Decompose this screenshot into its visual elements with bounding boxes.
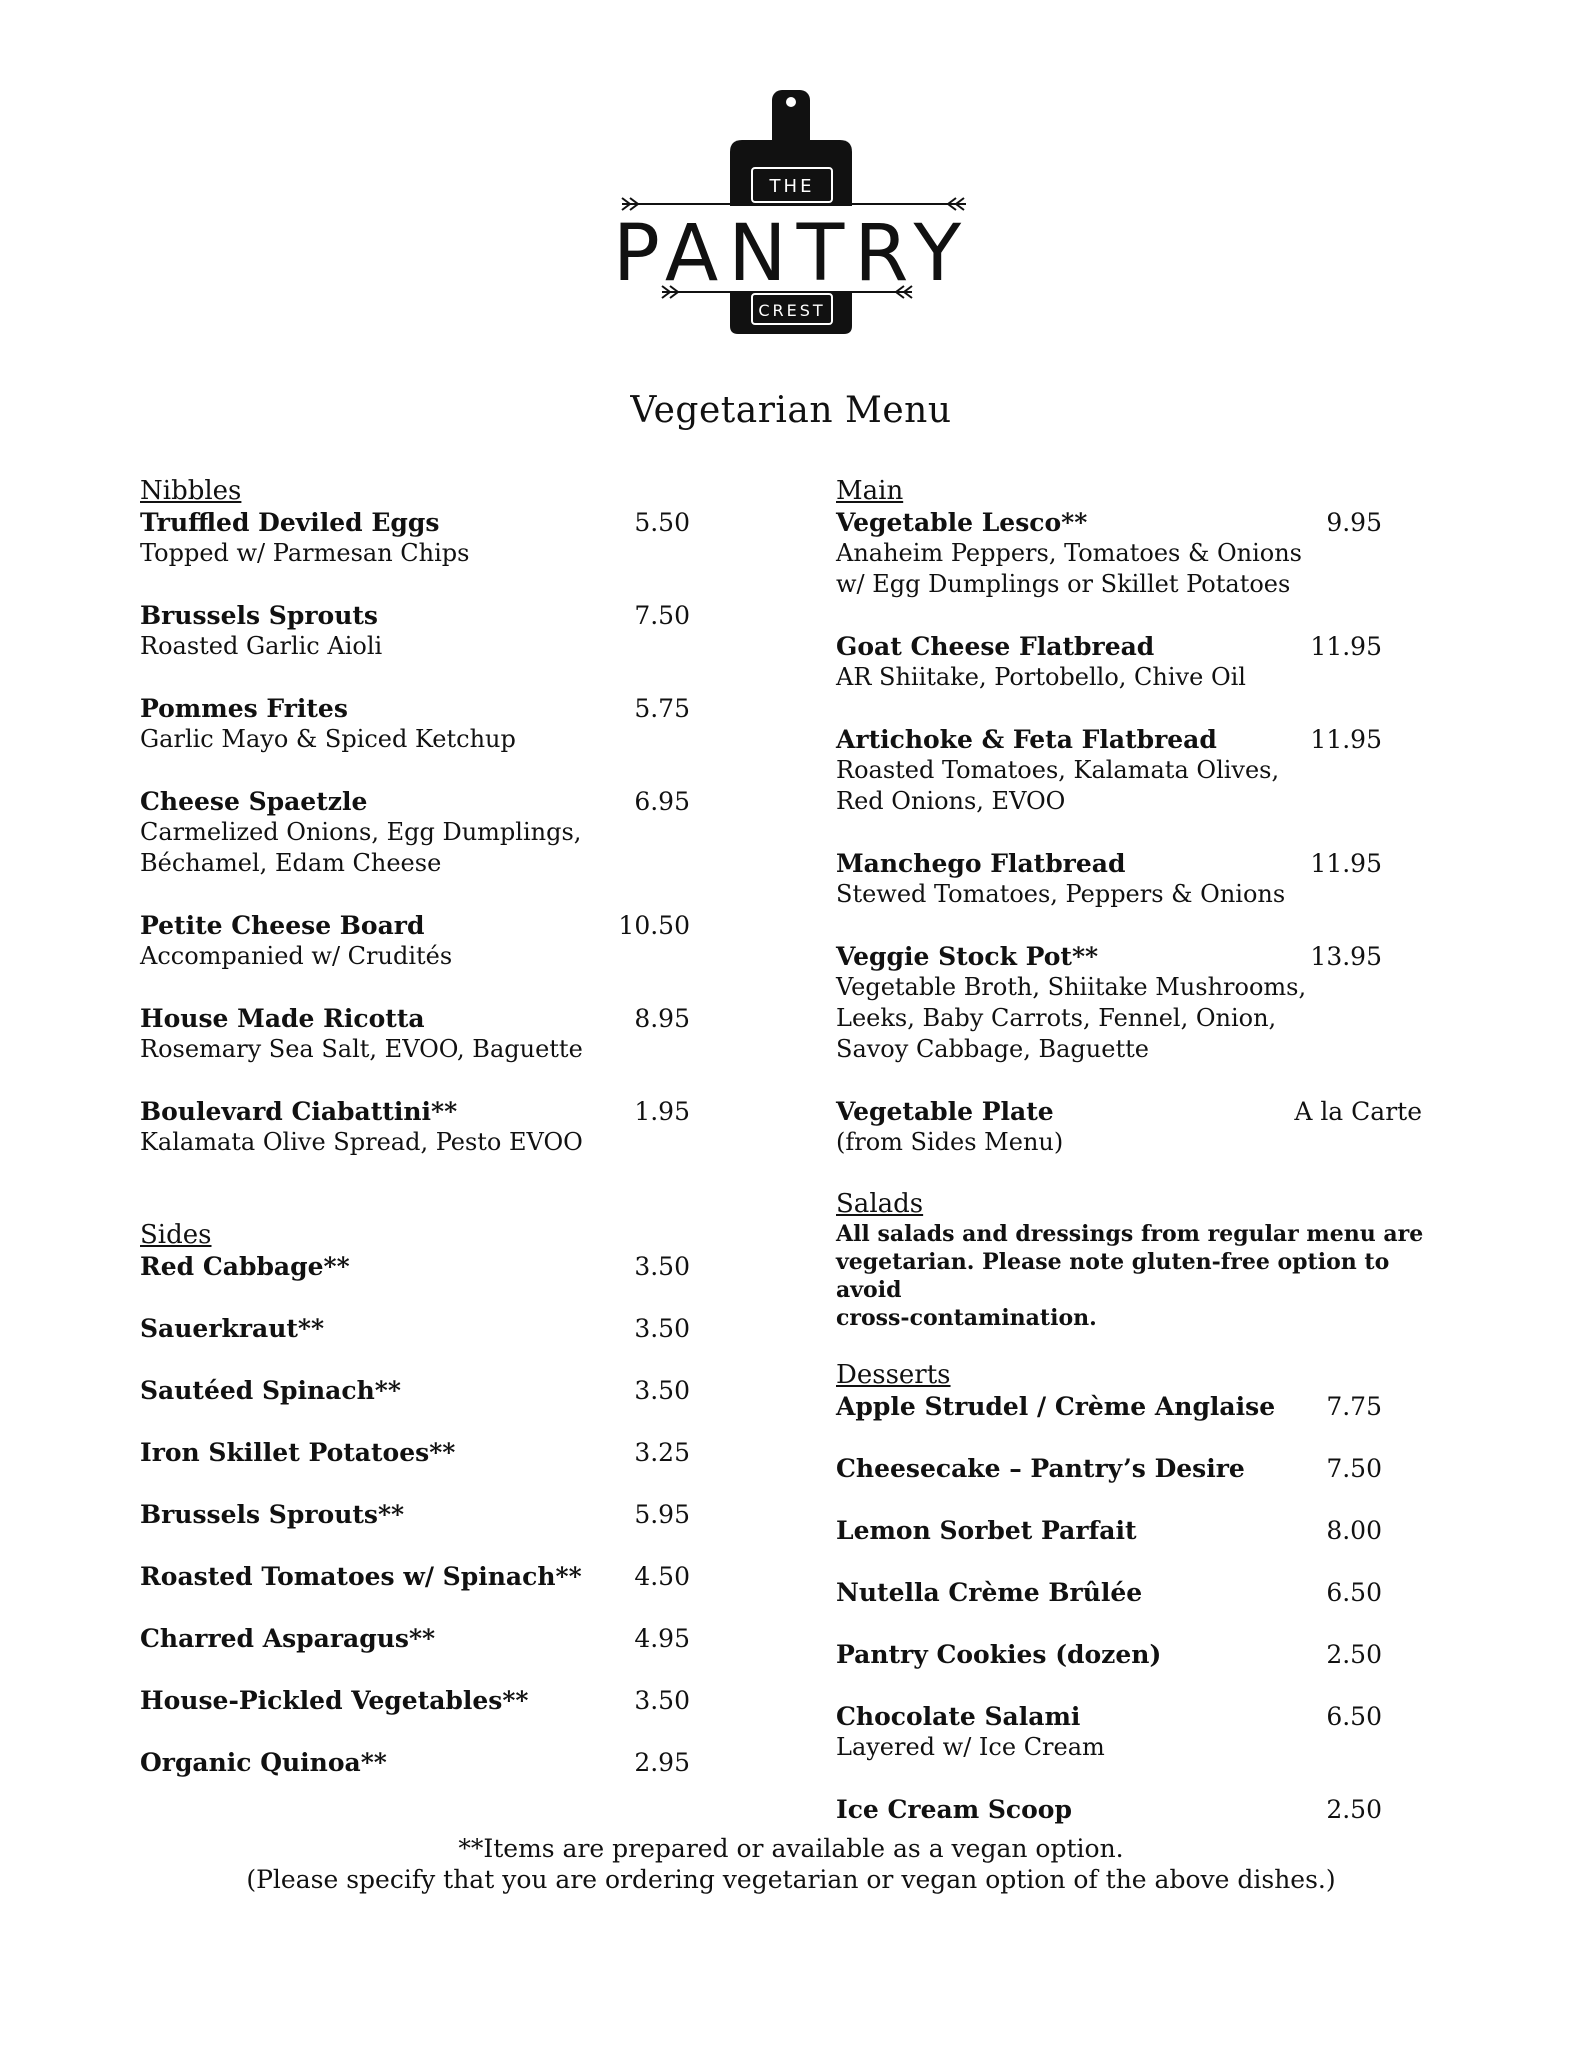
- menu-item: [836, 1639, 1446, 1670]
- menu-item-name: Veggie Stock Pot**: [836, 942, 1099, 971]
- menu-item-name: Apple Strudel / Crème Anglaise: [836, 1392, 1276, 1421]
- menu-item-name: Manchego Flatbread: [836, 849, 1126, 878]
- menu-item-name: Organic Quinoa**: [140, 1748, 387, 1777]
- menu-item-price: 7.75: [1326, 1392, 1382, 1421]
- menu-item-row: [140, 910, 700, 941]
- main-list: [836, 507, 1446, 1158]
- menu-item-name: Sauerkraut**: [140, 1314, 325, 1343]
- nibbles-heading: Nibbles: [140, 476, 242, 506]
- menu-item-price: 9.95: [1326, 508, 1382, 537]
- menu-item-price: 3.50: [634, 1376, 690, 1405]
- menu-item-row: [836, 724, 1446, 755]
- menu-item: [140, 1251, 700, 1282]
- menu-item-row: [836, 631, 1446, 662]
- menu-item-name: Lemon Sorbet Parfait: [836, 1516, 1137, 1545]
- menu-item-name: Boulevard Ciabattini**: [140, 1097, 458, 1126]
- menu-item: [140, 1747, 700, 1778]
- menu-item-price: 3.50: [634, 1252, 690, 1281]
- logo: [562, 88, 1022, 338]
- menu-item: [836, 1794, 1446, 1825]
- menu-item-name: Vegetable Lesco**: [836, 508, 1088, 537]
- menu-item-name: Brussels Sprouts: [140, 601, 378, 630]
- menu-item: [836, 848, 1446, 910]
- menu-item-row: [140, 786, 700, 817]
- menu-item-row: [836, 848, 1446, 879]
- menu-item-row: [140, 1375, 700, 1406]
- menu-item-price: 2.95: [634, 1748, 690, 1777]
- menu-item-row: [140, 1685, 700, 1716]
- menu-item-price: 6.50: [1326, 1578, 1382, 1607]
- menu-item-row: [140, 1623, 700, 1654]
- logo-top-word: THE: [769, 176, 815, 197]
- menu-item: [140, 910, 700, 972]
- menu-item-price: 10.50: [618, 911, 690, 940]
- menu-item-description: Béchamel, Edam Cheese: [140, 849, 442, 877]
- menu-item-row: [140, 693, 700, 724]
- salads-heading: Salads: [836, 1189, 924, 1219]
- menu-item-price: 4.50: [634, 1562, 690, 1591]
- menu-item-name: Goat Cheese Flatbread: [836, 632, 1155, 661]
- menu-item-price: 8.00: [1326, 1516, 1382, 1545]
- menu-item-description: Roasted Tomatoes, Kalamata Olives,: [836, 756, 1280, 784]
- menu-item-price: 1.95: [634, 1097, 690, 1126]
- menu-item-name: Chocolate Salami: [836, 1702, 1081, 1731]
- menu-item-description: (from Sides Menu): [836, 1128, 1064, 1156]
- sides-heading: Sides: [140, 1220, 212, 1250]
- menu-item-row: [836, 1794, 1446, 1825]
- menu-item: [140, 1685, 700, 1716]
- nibbles-list: [140, 507, 700, 1158]
- menu-item: [140, 1003, 700, 1065]
- menu-item-row: [836, 1639, 1446, 1670]
- menu-item-price: 7.50: [1326, 1454, 1382, 1483]
- menu-item-name: House-Pickled Vegetables**: [140, 1686, 529, 1715]
- menu-item-row: [140, 1499, 700, 1530]
- menu-item-description: Anaheim Peppers, Tomatoes & Onions: [836, 539, 1302, 567]
- menu-item: [140, 786, 700, 879]
- menu-item-price: 3.50: [634, 1314, 690, 1343]
- menu-item-row: [836, 1701, 1446, 1732]
- menu-item-name: House Made Ricotta: [140, 1004, 425, 1033]
- menu-item-description: Savoy Cabbage, Baguette: [836, 1035, 1149, 1063]
- menu-item: [836, 1701, 1446, 1763]
- menu-item-price: 7.50: [634, 601, 690, 630]
- menu-item: [140, 1499, 700, 1530]
- menu-item-name: Sautéed Spinach**: [140, 1376, 401, 1405]
- menu-item: [836, 1391, 1446, 1422]
- menu-item-name: Truffled Deviled Eggs: [140, 508, 440, 537]
- menu-item: [140, 1096, 700, 1158]
- menu-item: [140, 1623, 700, 1654]
- left-column: [140, 476, 700, 1809]
- menu-item-name: Vegetable Plate: [836, 1097, 1054, 1126]
- right-column: [836, 476, 1446, 1856]
- menu-item-description: Garlic Mayo & Spiced Ketchup: [140, 725, 516, 753]
- footnote-line: (Please specify that you are ordering vegetarian or vegan option of the above dishes.): [246, 1865, 1336, 1894]
- menu-item-price: 3.50: [634, 1686, 690, 1715]
- menu-item-description: w/ Egg Dumplings or Skillet Potatoes: [836, 570, 1291, 598]
- menu-item-description: Accompanied w/ Crudités: [140, 942, 453, 970]
- menu-item-description: Leeks, Baby Carrots, Fennel, Onion,: [836, 1004, 1277, 1032]
- menu-item-row: [140, 1096, 700, 1127]
- menu-item: [836, 1515, 1446, 1546]
- sides-list: [140, 1251, 700, 1778]
- desserts-list: [836, 1391, 1446, 1825]
- menu-item: [140, 1375, 700, 1406]
- menu-item-row: [140, 507, 700, 538]
- menu-item-name: Pantry Cookies (dozen): [836, 1640, 1162, 1669]
- menu-item-price: 5.95: [634, 1500, 690, 1529]
- footnote-line: **Items are prepared or available as a vegan option.: [458, 1834, 1124, 1863]
- menu-item-price: A la Carte: [1294, 1097, 1422, 1126]
- menu-item-row: [140, 1251, 700, 1282]
- logo-bottom-word: CREST: [758, 301, 826, 320]
- menu-item-price: 5.50: [634, 508, 690, 537]
- menu-item-name: Pommes Frites: [140, 694, 348, 723]
- menu-item: [836, 941, 1446, 1065]
- menu-item: [140, 1313, 700, 1344]
- menu-item-name: Charred Asparagus**: [140, 1624, 436, 1653]
- menu-item-price: 3.25: [634, 1438, 690, 1467]
- menu-item-row: [836, 1515, 1446, 1546]
- desserts-heading: Desserts: [836, 1360, 951, 1390]
- salads-note-line: All salads and dressings from regular menu are: [836, 1221, 1424, 1247]
- menu-item-name: Petite Cheese Board: [140, 911, 425, 940]
- logo-main-word: PANTRY: [612, 209, 972, 299]
- menu-item-name: Roasted Tomatoes w/ Spinach**: [140, 1562, 582, 1591]
- menu-item-row: [836, 1096, 1446, 1127]
- menu-item-row: [836, 1577, 1446, 1608]
- menu-item-name: Red Cabbage**: [140, 1252, 350, 1281]
- menu-item-row: [140, 600, 700, 631]
- menu-item-price: 6.50: [1326, 1702, 1382, 1731]
- menu-item-price: 2.50: [1326, 1640, 1382, 1669]
- menu-item: [140, 600, 700, 662]
- menu-item-description: Layered w/ Ice Cream: [836, 1733, 1105, 1761]
- menu-item: [836, 1453, 1446, 1484]
- menu-item-name: Cheese Spaetzle: [140, 787, 368, 816]
- menu-item-name: Cheesecake – Pantry’s Desire: [836, 1454, 1245, 1483]
- salads-note: [836, 1220, 1446, 1332]
- menu-item-price: 11.95: [1310, 849, 1382, 878]
- menu-item-price: 6.95: [634, 787, 690, 816]
- menu-item-row: [140, 1561, 700, 1592]
- menu-item-description: Red Onions, EVOO: [836, 787, 1066, 815]
- cutting-board-logo: [562, 88, 1022, 338]
- menu-item-name: Nutella Crème Brûlée: [836, 1578, 1143, 1607]
- menu-item-row: [140, 1313, 700, 1344]
- menu-item-price: 2.50: [1326, 1795, 1382, 1824]
- menu-item-name: Artichoke & Feta Flatbread: [836, 725, 1217, 754]
- menu-item-row: [836, 941, 1446, 972]
- menu-item-description: Rosemary Sea Salt, EVOO, Baguette: [140, 1035, 583, 1063]
- menu-item-row: [836, 507, 1446, 538]
- menu-item: [140, 1437, 700, 1468]
- menu-item-row: [836, 1391, 1446, 1422]
- menu-item-price: 11.95: [1310, 632, 1382, 661]
- menu-item-description: Roasted Garlic Aioli: [140, 632, 383, 660]
- menu-item: [836, 1096, 1446, 1158]
- menu-item-name: Ice Cream Scoop: [836, 1795, 1072, 1824]
- menu-item-description: Carmelized Onions, Egg Dumplings,: [140, 818, 582, 846]
- menu-item: [140, 693, 700, 755]
- menu-item-price: 5.75: [634, 694, 690, 723]
- menu-item-price: 8.95: [634, 1004, 690, 1033]
- vegan-footnote: [0, 1833, 1582, 1895]
- salads-note-line: vegetarian. Please note gluten-free option to avoid: [836, 1249, 1390, 1303]
- menu-item: [836, 724, 1446, 817]
- menu-item-price: 4.95: [634, 1624, 690, 1653]
- menu-item-name: Iron Skillet Potatoes**: [140, 1438, 456, 1467]
- menu-item-row: [140, 1437, 700, 1468]
- menu-item-description: Kalamata Olive Spread, Pesto EVOO: [140, 1128, 583, 1156]
- menu-item-name: Brussels Sprouts**: [140, 1500, 405, 1529]
- menu-item: [836, 507, 1446, 600]
- menu-item-price: 13.95: [1310, 942, 1382, 971]
- menu-item: [140, 507, 700, 569]
- menu-item: [836, 1577, 1446, 1608]
- menu-item-row: [140, 1003, 700, 1034]
- menu-item: [836, 631, 1446, 693]
- menu-item-description: AR Shiitake, Portobello, Chive Oil: [836, 663, 1246, 691]
- menu-item-row: [140, 1747, 700, 1778]
- menu-item-price: 11.95: [1310, 725, 1382, 754]
- menu-item-description: Vegetable Broth, Shiitake Mushrooms,: [836, 973, 1307, 1001]
- salads-note-line: cross-contamination.: [836, 1305, 1097, 1331]
- page-title: Vegetarian Menu: [630, 390, 952, 431]
- menu-item: [140, 1561, 700, 1592]
- main-heading: Main: [836, 476, 904, 506]
- menu-item-description: Stewed Tomatoes, Peppers & Onions: [836, 880, 1286, 908]
- menu-item-description: Topped w/ Parmesan Chips: [140, 539, 470, 567]
- menu-item-row: [836, 1453, 1446, 1484]
